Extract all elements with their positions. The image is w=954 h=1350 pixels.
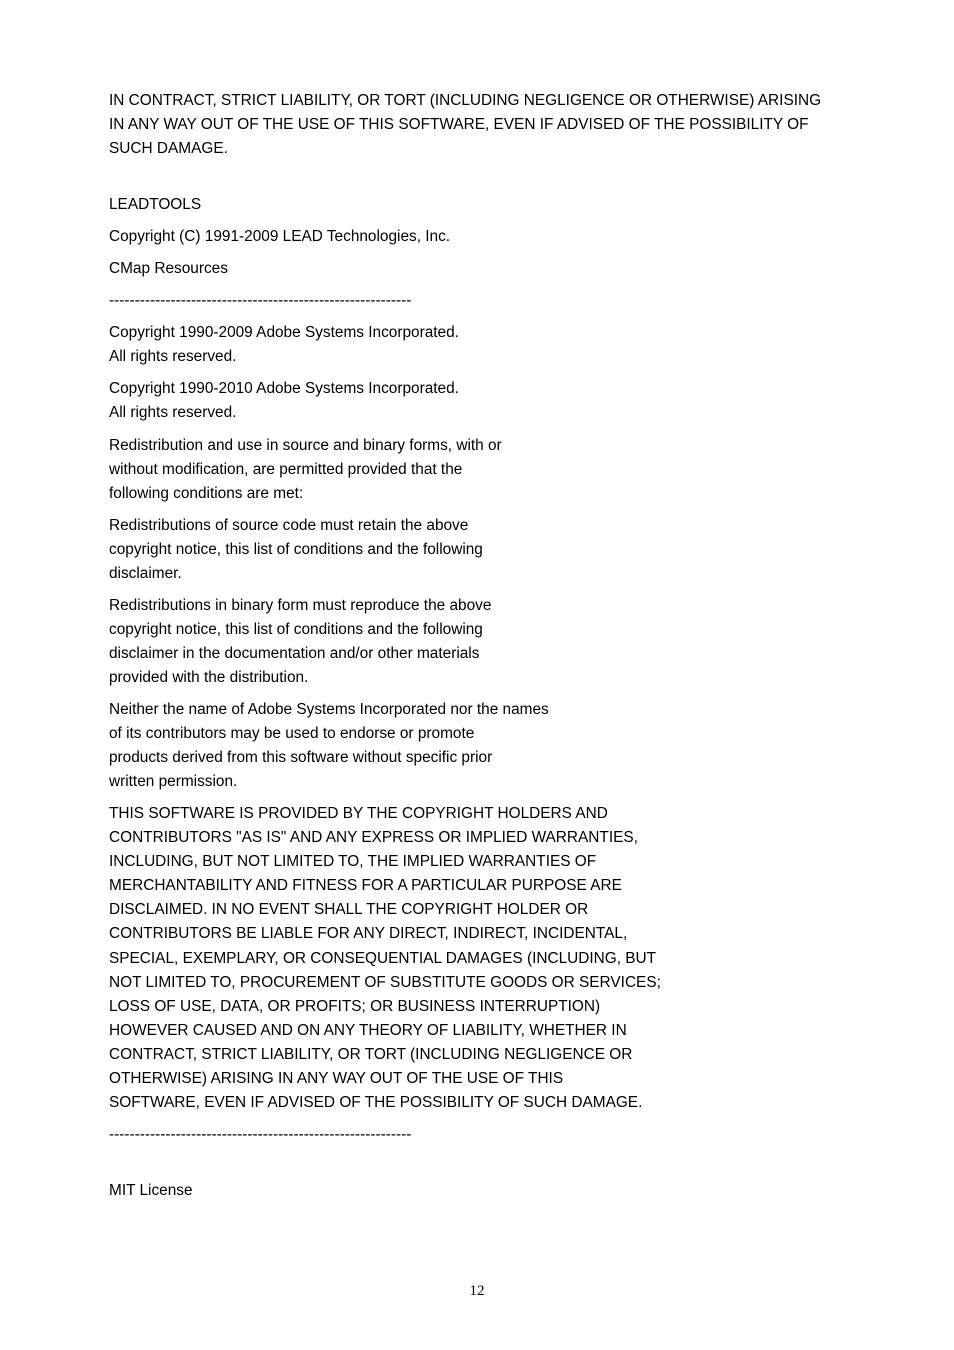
separator-line: ----------------------------------------------------------- bbox=[109, 1126, 412, 1143]
adobe-copyright-2009: Copyright 1990-2009 Adobe Systems Incorporated. All rights reserved. bbox=[109, 324, 459, 366]
redistribution-paragraph: Redistribution and use in source and binary forms, with or without modification, are permitted provided that the following conditions are met: bbox=[109, 437, 502, 503]
separator-line: ----------------------------------------------------------- bbox=[109, 292, 412, 309]
warranty-disclaimer: THIS SOFTWARE IS PROVIDED BY THE COPYRIGHT HOLDERS AND CONTRIBUTORS "AS IS" AND ANY EXPRESS OR IMPLIED WARRANTIES, INCLUDING, BUT NOT LIMITED TO, THE IMPLIED WARRANTIES OF MERCHANTABILITY AND FITNESS FOR A PARTICULAR PURPOSE ARE DISCLAIMED. IN NO EVENT SHALL THE COPYRIGHT HOLDER OR CONTRIBUTORS BE LIABLE FOR ANY DIRECT, INDIRECT, INCIDENTAL, SPECIAL, EXEMPLARY, OR CONSEQUENTIAL DAMAGES (INCLUDING, BUT NOT LIMITED TO, PROCUREMENT OF SUBSTITUTE GOODS OR SERVICES; LOSS OF USE, DATA, OR PROFITS; OR BUSINESS INTERRUPTION) HOWEVER CAUSED AND ON ANY THEORY OF LIABILITY, WHETHER IN CONTRACT, STRICT LIABILITY, OR TORT (INCLUDING NEGLIGENCE OR OTHERWISE) ARISING IN ANY WAY OUT OF THE USE OF THIS SOFTWARE, EVEN IF ADVISED OF THE POSSIBILITY OF SUCH DAMAGE. bbox=[109, 805, 661, 1112]
endorsement-condition: Neither the name of Adobe Systems Incorporated nor the names of its contributors may be used to endorse or promote products derived from this software without specific prior written permission. bbox=[109, 701, 549, 791]
page-number: 12 bbox=[469, 1283, 485, 1299]
section-heading-cmap-resources: CMap Resources bbox=[109, 260, 228, 277]
section-heading-leadtools: LEADTOOLS bbox=[109, 196, 202, 213]
section-heading-mit-license: MIT License bbox=[109, 1182, 193, 1199]
source-code-condition: Redistributions of source code must retain the above copyright notice, this list of conditions and the following disclaimer. bbox=[109, 517, 483, 583]
leadtools-copyright: Copyright (C) 1991-2009 LEAD Technologies, Inc. bbox=[109, 228, 451, 245]
adobe-copyright-2010: Copyright 1990-2010 Adobe Systems Incorporated. All rights reserved. bbox=[109, 380, 459, 422]
binary-form-condition: Redistributions in binary form must reproduce the above copyright notice, this list of conditions and the following disclaimer in the documentation and/or other materials provided with the distribution. bbox=[109, 597, 492, 687]
license-paragraph-continuation: IN CONTRACT, STRICT LIABILITY, OR TORT (INCLUDING NEGLIGENCE OR OTHERWISE) ARISING IN ANY WAY OUT OF THE USE OF THIS SOFTWARE, EVEN IF ADVISED OF THE POSSIBILITY OF SUCH DAMAGE. bbox=[109, 92, 822, 158]
